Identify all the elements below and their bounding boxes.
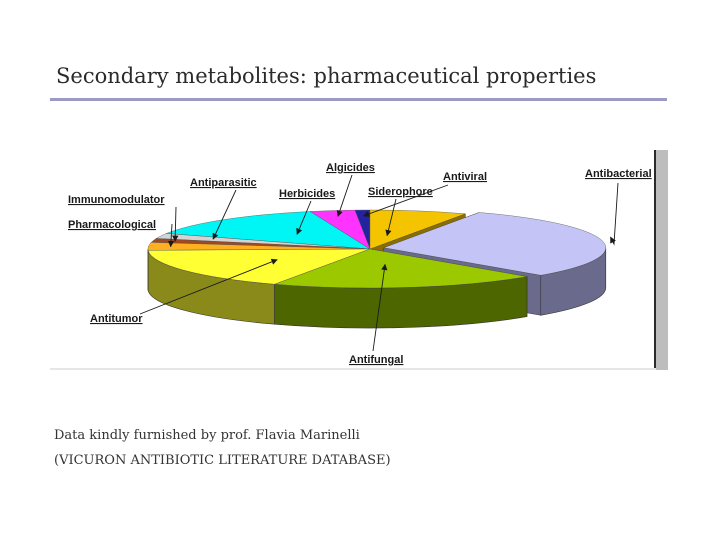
- chart-baseline: [50, 368, 656, 370]
- label-antiparasitic: Antiparasitic: [190, 177, 257, 189]
- pie-slices: [148, 210, 606, 328]
- leader-antibacterial: [611, 183, 618, 244]
- label-antibacterial: Antibacterial: [585, 168, 652, 180]
- label-immunomodulator: Immunomodulator: [68, 194, 165, 206]
- label-antitumor: Antitumor: [90, 313, 143, 325]
- slide-title: Secondary metabolites: pharmaceutical properties: [56, 64, 597, 88]
- label-antiviral: Antiviral: [443, 171, 488, 183]
- label-siderophore: Siderophore: [368, 186, 433, 198]
- credit-line: Data kindly furnished by prof. Flavia Marinelli: [54, 428, 360, 443]
- side-bar-edge: [654, 150, 656, 370]
- label-antifungal: Antifungal: [349, 354, 404, 366]
- database-source: (VICURON ANTIBIOTIC LITERATURE DATABASE): [54, 453, 391, 468]
- label-pharmacological: Pharmacological: [68, 219, 157, 231]
- label-herbicides: Herbicides: [279, 188, 336, 200]
- label-algicides: Algicides: [326, 162, 375, 174]
- side-bar: [656, 150, 668, 370]
